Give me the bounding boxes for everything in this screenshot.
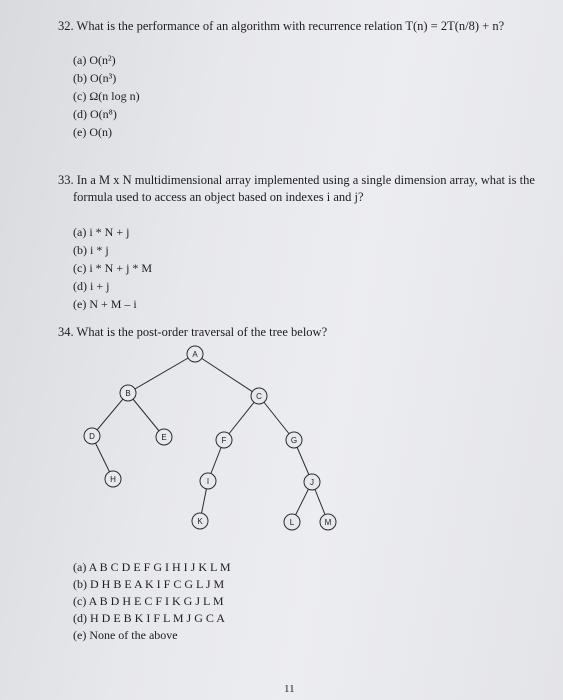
q32-option-c: (c) Ω(n log n) — [73, 89, 140, 103]
q34-option-d: (d) H D E B K I F L M J G C A — [73, 611, 225, 625]
q33-option-a: (a) i * N + j — [73, 225, 130, 239]
question-34: 34. What is the post-order traversal of the tree below? — [58, 325, 328, 339]
node-label-d: D — [89, 432, 95, 441]
question-33-line-2: formula used to access an object based on indexes i and j? — [73, 190, 364, 204]
node-label-e: E — [161, 433, 167, 442]
node-label-b: B — [125, 389, 131, 398]
q33-option-c: (c) i * N + j * M — [73, 261, 153, 275]
node-label-c: C — [256, 392, 262, 401]
q32-option-a: (a) O(n²) — [73, 53, 116, 67]
node-label-a: A — [192, 350, 198, 359]
node-label-j: J — [310, 478, 314, 487]
node-label-h: H — [110, 475, 116, 484]
q34-option-a: (a) A B C D E F G I H I J K L M — [73, 560, 231, 574]
node-label-i: I — [206, 477, 210, 486]
question-32: 32. What is the performance of an algorithm with recurrence relation T(n) = 2T(n/8) + n? — [58, 19, 505, 33]
q33-option-e: (e) N + M – i — [73, 297, 137, 311]
question-33-line-1: 33. In a M x N multidimensional array implemented using a single dimension array, what is the — [58, 173, 535, 187]
edge-b-e — [128, 393, 164, 437]
node-label-l: L — [289, 518, 295, 527]
node-label-f: F — [221, 436, 227, 445]
node-label-m: M — [324, 518, 332, 527]
edge-a-c — [195, 354, 259, 396]
q34-option-e: (e) None of the above — [73, 628, 178, 642]
node-label-g: G — [290, 436, 298, 445]
q33-option-d: (d) i + j — [73, 279, 110, 293]
page-number: 11 — [284, 683, 295, 695]
q32-option-d: (d) O(n⁸) — [73, 107, 117, 121]
q34-option-c: (c) A B D H E C F I K G J L M — [73, 594, 224, 608]
q34-option-b: (b) D H B E A K I F C G L J M — [73, 577, 225, 591]
edge-a-b — [128, 354, 195, 393]
q32-option-b: (b) O(n³) — [73, 71, 117, 85]
node-label-k: K — [197, 517, 203, 526]
q32-option-e: (e) O(n) — [73, 125, 112, 139]
q33-option-b: (b) i * j — [73, 243, 109, 257]
